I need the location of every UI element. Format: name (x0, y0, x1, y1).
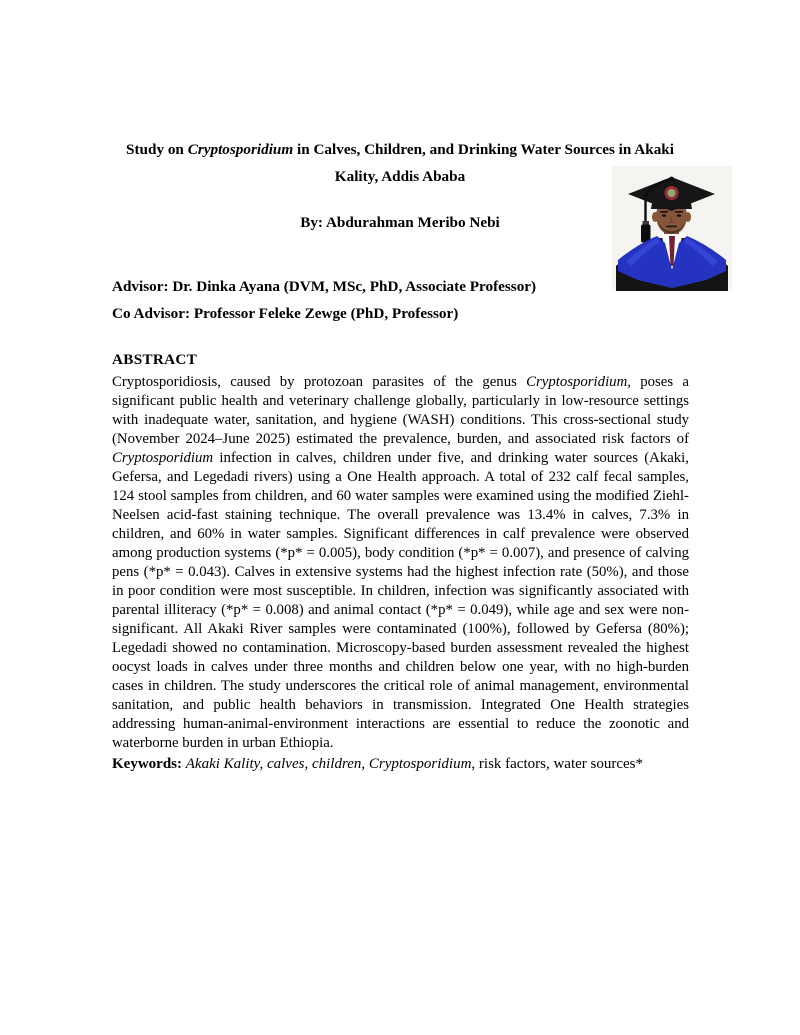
mustache (666, 226, 677, 228)
title-line-1: Study on Cryptosporidium in Calves, Children, and Drinking Water Sources in Akaki (126, 141, 674, 158)
keywords-line: Keywords: Akaki Kality, calves, children, Cryptosporidium, risk factors, water sources* (112, 756, 644, 772)
eye-right (677, 214, 681, 217)
co-advisor-line: Co Advisor: Professor Feleke Zewge (PhD, Professor) (112, 305, 459, 322)
cap-emblem-center (668, 189, 676, 197)
abstract-heading: ABSTRACT (112, 351, 198, 368)
eye-left (662, 214, 666, 217)
title-line-2: Kality, Addis Ababa (334, 168, 466, 185)
abstract-paragraph: Cryptosporidiosis, caused by protozoan parasites of the genus Cryptosporidium, poses a significant public health and veterinary challenge globally, particularly in low-resource settings with inadequate water, sanitation, and hygiene (WASH) conditions. This cross-sectional study (November 2024–June 2025) estimated the prevalence, burden, and associated risk factors of Cryptosporidium infection in calves, children under five, and drinking water sources (Akaki, Gefersa, and Legedadi rivers) using a One Health approach. A total of 232 calf fecal samples, 124 stool samples from children, and 60 water samples were examined using the modified Ziehl-Neelsen acid-fast staining technique. The overall prevalence was 13.4% in calves, 7.3% in children, and 60% in water samples. Significant differences in calf prevalence were observed among production systems (*p* = 0.005), body condition (*p* = 0.007), and presence of calving pens (*p* = 0.043). Calves in extensive systems had the highest infection rate (50%), and those in poor condition were most susceptible. In children, infection was significantly associated with parental illiteracy (*p* = 0.008) and animal contact (*p* = 0.049), while age and sex were non-significant. All Akaki River samples were contaminated (100%), followed by Gefersa (80%); Legedadi showed no contamination. Microscopy-based burden assessment revealed the highest oocyst loads in calves under three months and children below one year, with no high-burden cases in children. The study underscores the critical role of animal management, environmental sanitation, and public health behaviors in transmission. Integrated One Health strategies addressing human-animal-environment interactions are essential to reduce the zoonotic and waterborne burden in urban Ethiopia. (112, 374, 689, 751)
advisor-line: Advisor: Dr. Dinka Ayana (DVM, MSc, PhD, Associate Professor) (112, 278, 537, 295)
author-byline: By: Abdurahman Meribo Nebi (300, 214, 500, 231)
eyebrow-left (660, 211, 668, 213)
tassel-button (669, 177, 674, 182)
advisor-block (112, 273, 688, 327)
tassel-band (643, 221, 650, 225)
eyebrow-right (675, 211, 683, 213)
page-title (100, 136, 700, 190)
